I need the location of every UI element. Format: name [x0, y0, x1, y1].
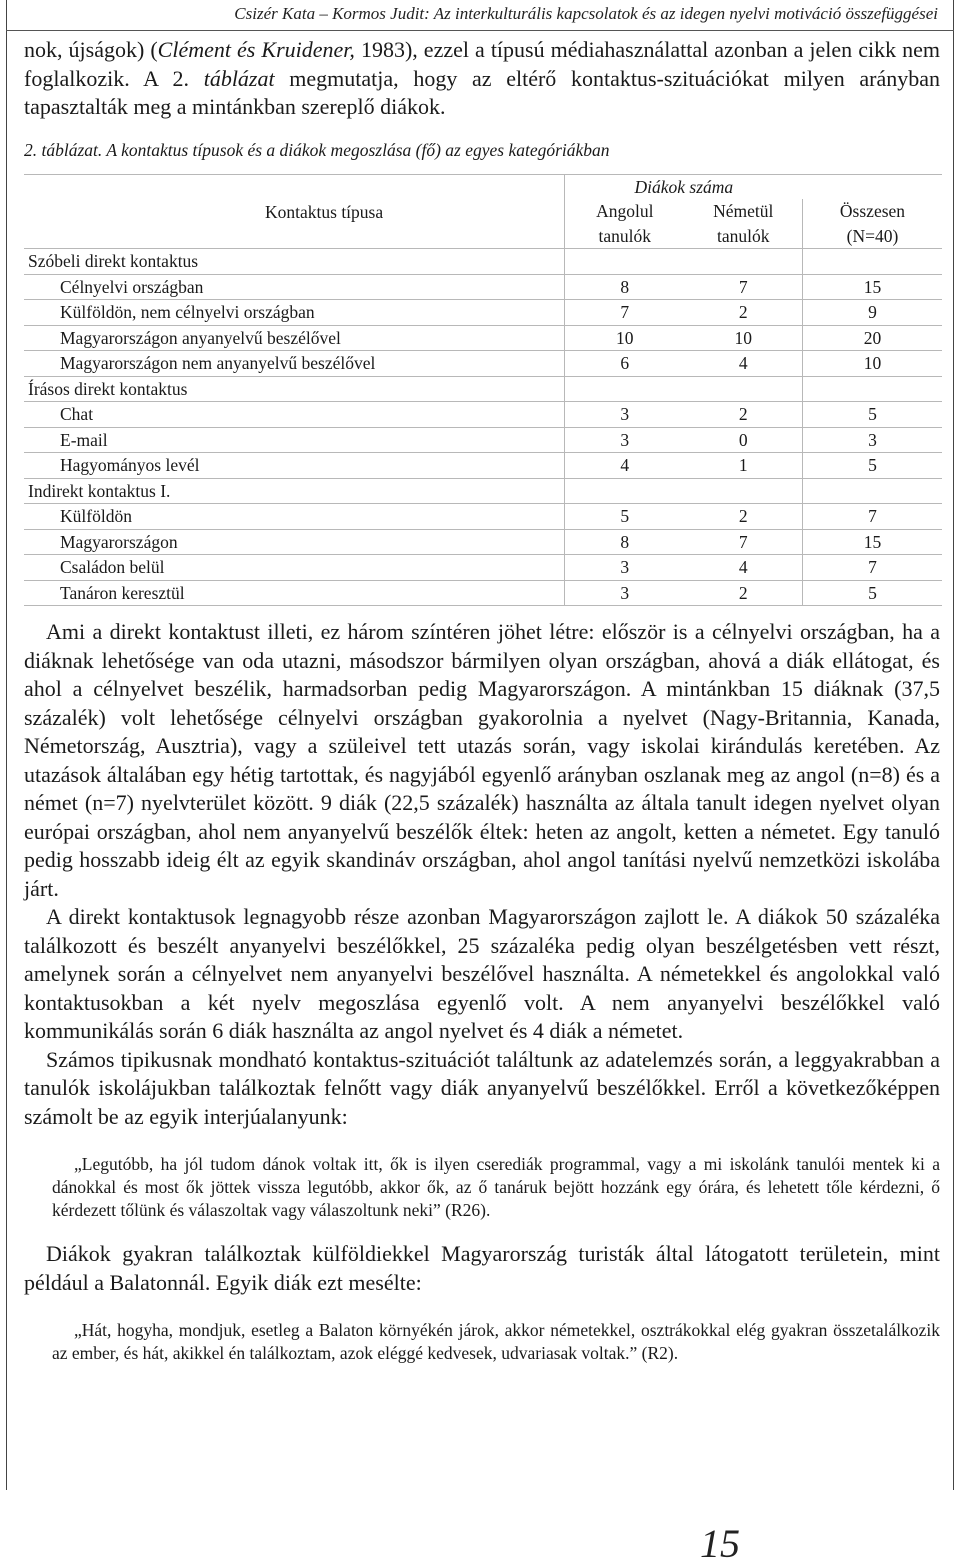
cell-english: 8 [565, 274, 685, 300]
paragraph-direct-contact: Ami a direkt kontaktust illeti, ez három színtéren jöhet létre: először is a célnyelvi országban, ha a diáknak lehetősége van oda utazni, másodszor bármilyen olyan országban, ahová a diák ellátogat, és ahol a célnyelvet beszélik, harmadsorban pedig Magyarországon. A mintánkban 15 diáknak (37,5 százalék) volt lehetősége célnyelvi országban gyakorolnia a nyelvet (Nagy-Britannia, Kanada, Németország, Ausztria), vagy a szüleivel tett utazás során, vagy iskolai kirándulás keretében. Az utazások általában egy hétig tartottak, és nagyjából egyenlő arányban oszlanak meg az angol (n=8) és a német (n=7) nyelvterület között. 9 diák (22,5 százalék) használta az általa tanult idegen nyelvet olyan európai országban, ahol nem anyanyelvű beszélők éltek: heten az angolt, ketten a németet. Egy tanuló pedig hosszabb ideig élt az egyik skandináv országban, ahol angol tanítási nyelvű nemzetközi iskolába járt. [24, 619, 940, 901]
cell-total: 15 [802, 274, 942, 300]
cell-total [802, 376, 942, 402]
table-row [24, 453, 942, 479]
row-label: Szóbeli direkt kontaktus [24, 249, 565, 275]
col-header-english: Angolul tanulók [565, 199, 685, 249]
page-number: 15 [700, 1521, 740, 1566]
row-label: Külföldön, nem célnyelvi országban [24, 300, 565, 326]
cell-english: 3 [565, 555, 685, 581]
table-row [24, 300, 942, 326]
row-label: Hagyományos levél [24, 453, 565, 479]
cell-german [684, 478, 802, 504]
cell-english: 7 [565, 300, 685, 326]
paragraph-hungary-contacts: A direkt kontaktusok legnagyobb része azonban Magyarországon zajlott le. A diákok 50 százaléka találkozott és beszélt anyanyelvi beszélőkkel, 25 százaléka pedig olyan beszélgetésben vett részt, amelynek során a célnyelvet nem anyanyelvi beszélővel használta. A németekkel és angolokkal való kontaktusokban a két nyelv megoszlása egyenlő volt. A nem anyanyelvi beszélőkkel való kommunikálás során 6 diák használta az angol nyelvet és 4 diák a németet. [24, 904, 940, 1043]
table-body [24, 249, 942, 606]
table-group-row [24, 376, 942, 402]
cell-total: 5 [802, 453, 942, 479]
col-header-total: Összesen (N=40) [802, 199, 942, 249]
cell-german: 2 [684, 504, 802, 530]
cell-total: 15 [802, 529, 942, 555]
cell-german: 4 [684, 555, 802, 581]
row-label: E-mail [24, 427, 565, 453]
intro-paragraph: nok, újságok) (Clément és Kruidener, 1983), ezzel a típusú médiahasználattal azonban a jelen cikk nem foglalkozik. A 2. táblázat megmutatja, hogy az eltérő kontaktus-szituációkat milyen arányban tapasztalták meg a mintánkban szereplő diákok. [24, 37, 940, 119]
cell-total [802, 478, 942, 504]
cell-english: 3 [565, 427, 685, 453]
table-row [24, 555, 942, 581]
cell-german: 2 [684, 580, 802, 606]
cell-english [565, 478, 685, 504]
cell-english: 6 [565, 351, 685, 377]
cell-total: 5 [802, 580, 942, 606]
cell-german: 0 [684, 427, 802, 453]
cell-total: 7 [802, 555, 942, 581]
table-row [24, 580, 942, 606]
row-label: Írásos direkt kontaktus [24, 376, 565, 402]
cell-german [684, 249, 802, 275]
cell-english: 5 [565, 504, 685, 530]
cell-total [802, 249, 942, 275]
table-caption: 2. táblázat. A kontaktus típusok és a diákok megoszlása (fő) az egyes kategóriákban [24, 139, 610, 160]
cell-german: 7 [684, 274, 802, 300]
row-label: Chat [24, 402, 565, 428]
contact-types-table [24, 174, 942, 607]
table-row [24, 351, 942, 377]
interview-quote-r2: „Hát, hogyha, mondjuk, esetleg a Balaton környékén járok, akkor németekkel, osztrákokkal elég gyakran összetalálkozik az ember, és hát, akikkel én találkoztam, azok eléggé kedvesek, udvariasak voltak.” (R2). [52, 1320, 940, 1363]
row-label: Magyarországon [24, 529, 565, 555]
table-row [24, 504, 942, 530]
table-group-row [24, 478, 942, 504]
cell-german [684, 376, 802, 402]
row-label: Tanáron keresztül [24, 580, 565, 606]
cell-total: 7 [802, 504, 942, 530]
paragraph-tourist-areas: Diákok gyakran találkoztak külföldiekkel Magyarország turisták által látogatott területein, mint például a Balatonnál. Egyik diák ezt mesélte: [24, 1241, 940, 1295]
row-label: Magyarországon nem anyanyelvű beszélővel [24, 351, 565, 377]
table-row [24, 274, 942, 300]
cell-total: 5 [802, 402, 942, 428]
paragraph-typical-situations: Számos tipikusnak mondható kontaktus-szituációt találtunk az adatelemzés során, a leggyakrabban a tanulók iskolájukban találkoztak felnőtt vagy diák anyanyelvű beszélőkkel. Erről a következőképpen számolt be az egyik interjúalanyunk: [24, 1046, 940, 1129]
cell-english: 3 [565, 580, 685, 606]
group-header: Diákok száma [565, 174, 803, 199]
table-header-row [24, 199, 942, 249]
cell-german: 7 [684, 529, 802, 555]
row-label: Indirekt kontaktus I. [24, 478, 565, 504]
cell-german: 2 [684, 402, 802, 428]
body-text [24, 618, 940, 1131]
table-group-row [24, 249, 942, 275]
citation: Clément és Kruidener, [157, 37, 355, 62]
row-label: Családon belül [24, 555, 565, 581]
cell-english [565, 249, 685, 275]
table-row [24, 402, 942, 428]
cell-english [565, 376, 685, 402]
cell-english: 3 [565, 402, 685, 428]
cell-english: 8 [565, 529, 685, 555]
cell-total: 20 [802, 325, 942, 351]
cell-total: 3 [802, 427, 942, 453]
header-rule [6, 30, 954, 31]
left-margin-rule [6, 0, 7, 1490]
page-content [24, 36, 940, 1365]
table-group-header-row [24, 174, 942, 199]
cell-total: 10 [802, 351, 942, 377]
row-label: Külföldön [24, 504, 565, 530]
cell-english: 10 [565, 325, 685, 351]
cell-german: 4 [684, 351, 802, 377]
table-row [24, 427, 942, 453]
cell-total: 9 [802, 300, 942, 326]
cell-german: 2 [684, 300, 802, 326]
col-header-type: Kontaktus típusa [24, 199, 565, 249]
row-label: Magyarországon anyanyelvű beszélővel [24, 325, 565, 351]
cell-german: 10 [684, 325, 802, 351]
interview-quote-r26: „Legutóbb, ha jól tudom dánok voltak itt, ők is ilyen cserediák programmal, vagy a mi iskolánk tanulói mentek ki a dánokkal és most ők jöttek vissza legutóbb, akkor ők, az ő tanáruk bejött hozzánk egy órára, és lehetett tőle kérdezni, ő kérdezett tőlünk és válaszoltak vagy válaszoltunk neki” (R26). [52, 1154, 940, 1220]
table-row [24, 325, 942, 351]
table-row [24, 529, 942, 555]
right-margin-rule [953, 0, 954, 1490]
row-label: Célnyelvi országban [24, 274, 565, 300]
running-header: Csizér Kata – Kormos Judit: Az interkulturális kapcsolatok és az idegen nyelvi motiváció összefüggései [234, 4, 938, 23]
cell-german: 1 [684, 453, 802, 479]
col-header-german: Németül tanulók [684, 199, 802, 249]
cell-english: 4 [565, 453, 685, 479]
